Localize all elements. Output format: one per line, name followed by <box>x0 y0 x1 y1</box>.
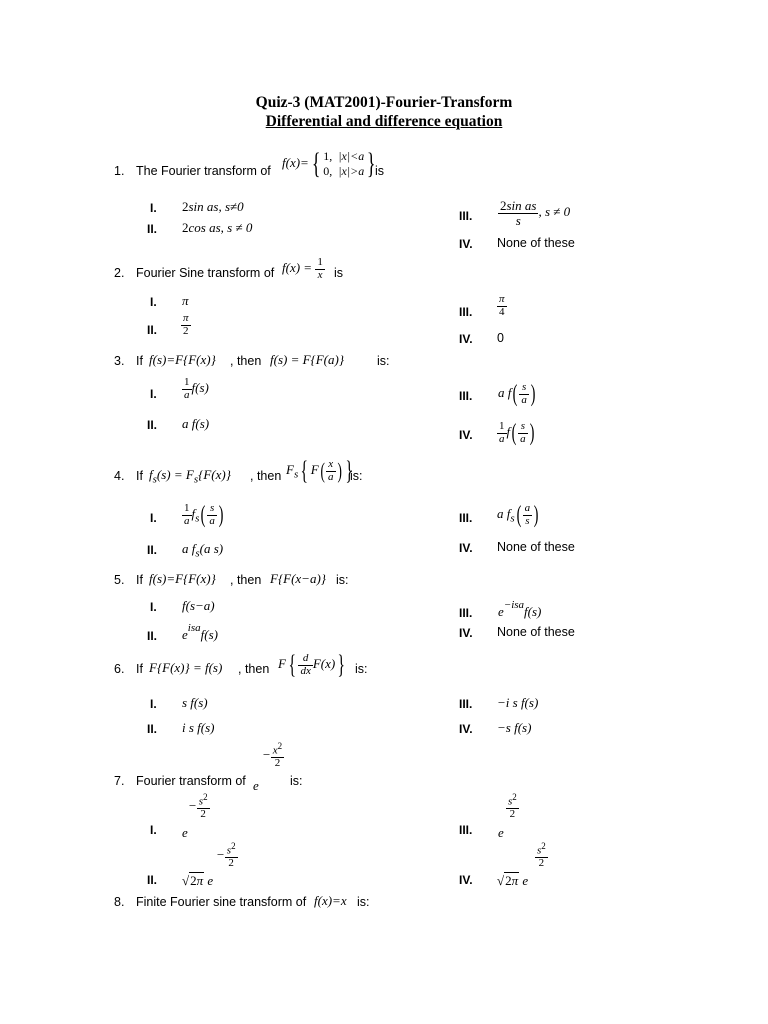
q5-option-2-label: II. <box>147 629 158 643</box>
q5-option-3-math: $e^{-isa}f(s)$ <box>498 599 542 619</box>
q2-option-4-label: IV. <box>459 332 473 346</box>
question-8-text: Finite Fourier sine transform of <box>136 895 307 909</box>
q4-option-4-text: None of these <box>497 540 575 554</box>
question-3-mid: , then <box>230 354 262 368</box>
q1-option-1-label: I. <box>150 201 157 215</box>
question-5-text: If <box>136 573 143 587</box>
q2-option-3-label: III. <box>459 305 473 319</box>
question-1-tail: is <box>375 164 385 178</box>
q4-option-1-math: $\frac{1}{a}$ $f_s$( $\frac{s}{a}$ ) <box>184 501 224 528</box>
q1-option-2-math: 2cos as, s ≠ 0 <box>182 220 253 235</box>
question-5-tail: is: <box>336 573 349 587</box>
q2-option-4-text: 0 <box>497 331 504 345</box>
q7-option-4-label: IV. <box>459 873 473 887</box>
question-1-text: The Fourier transform of <box>136 164 271 178</box>
question-6-text: If <box>136 662 143 676</box>
question-6-mid: , then <box>238 662 270 676</box>
question-5-expression: F{F(x−a)} <box>270 571 326 586</box>
q4-option-3-label: III. <box>459 511 473 525</box>
question-3-expression: f(s) = F{F(a)} <box>270 352 345 367</box>
q5-option-2-math: $e^{isa}f(s)$ <box>182 622 218 642</box>
question-8-function: f(x)=x <box>314 893 347 908</box>
question-8-tail: is: <box>357 895 370 909</box>
q7-option-2-label: II. <box>147 873 158 887</box>
q1-option-2-label: II. <box>147 222 158 236</box>
q6-option-2-math: i s f(s) <box>182 720 215 735</box>
question-8-number: 8. <box>114 895 125 909</box>
question-6-tail: is: <box>355 662 368 676</box>
q5-option-1-label: I. <box>150 600 157 614</box>
q3-option-1-label: I. <box>150 387 157 401</box>
q4-option-1-label: I. <box>150 511 157 525</box>
q2-option-1-math: π <box>182 293 189 308</box>
question-7-function-exponent: − $\frac{x^2}{2}$ <box>262 741 283 770</box>
q6-option-2-label: II. <box>147 722 158 736</box>
question-2-tail: is <box>334 266 344 280</box>
q7-option-1-label: I. <box>150 823 157 837</box>
q3-option-2-label: II. <box>147 418 158 432</box>
question-6-expression: F{ $\frac{d}{dx}$ F(x)} <box>278 650 346 679</box>
q7-option-1-exponent: − $\frac{s^2}{2}$ <box>188 792 208 821</box>
q5-option-3-label: III. <box>459 606 473 620</box>
q3-option-3-math: a f( $\frac{s}{a}$ ) <box>498 380 536 407</box>
q4-option-3-math: a $f_s$( $\frac{a}{s}$ ) <box>497 501 539 528</box>
q4-option-2-label: II. <box>147 543 158 557</box>
q1-option-3-label: III. <box>459 209 473 223</box>
q5-option-4-text: None of these <box>497 625 575 639</box>
quiz-subtitle: Differential and difference equation <box>265 113 503 130</box>
question-4-mid: , then <box>250 469 282 483</box>
q7-option-4-exponent: $\frac{s^2}{2}$ <box>537 841 546 870</box>
question-2-function: f(x) = $\frac{1}{x}$ <box>282 256 323 281</box>
q6-option-4-label: IV. <box>459 722 473 736</box>
question-3-text: If <box>136 354 143 368</box>
q7-option-2-base: √2π e <box>182 873 214 888</box>
q1-option-3-math: $\frac{\text{2sin as}}{s}$ , s ≠ 0 <box>500 198 571 228</box>
q3-option-4-math: $\frac{1}{a}$ f( $\frac{s}{a}$ ) <box>499 419 535 446</box>
q3-option-1-math: $\frac{1}{a}$ f(s) <box>184 376 209 401</box>
question-6-number: 6. <box>114 662 125 676</box>
q5-option-4-label: IV. <box>459 626 473 640</box>
question-2-text: Fourier Sine transform of <box>136 266 275 280</box>
question-4-text: If <box>136 469 143 483</box>
q7-option-3-exponent: $\frac{s^2}{2}$ <box>508 792 517 821</box>
question-7-function-base: e <box>253 778 259 793</box>
q1-option-4-text: None of these <box>497 236 575 250</box>
q6-option-3-label: III. <box>459 697 473 711</box>
question-3-number: 3. <box>114 354 125 368</box>
q4-option-2-math: a $f_s(a$ s) <box>182 541 224 560</box>
question-7-number: 7. <box>114 774 125 788</box>
q2-option-3-math: $\frac{\pi}{4}$ <box>499 293 505 318</box>
question-4-premise: $f_s(s) = F_s\{F(x)\}$ <box>149 467 231 486</box>
question-6-premise: F{F(x)} = f(s) <box>149 660 223 675</box>
question-4-expression: $F_s${ F( $\frac{x}{a}$ ) } <box>286 456 353 485</box>
question-4-tail: is: <box>350 469 363 483</box>
question-3-premise: f(s)=F{F(x)} <box>149 352 216 367</box>
question-1-number: 1. <box>114 164 125 178</box>
q6-option-1-label: I. <box>150 697 157 711</box>
question-4-number: 4. <box>114 469 125 483</box>
q6-option-4-math: −s f(s) <box>497 720 532 735</box>
q2-option-2-math: $\frac{\pi}{2}$ <box>183 312 189 337</box>
q7-option-3-base: e <box>498 825 504 840</box>
q3-option-3-label: III. <box>459 389 473 403</box>
q3-option-4-label: IV. <box>459 428 473 442</box>
question-5-number: 5. <box>114 573 125 587</box>
q7-option-2-exponent: − $\frac{s^2}{2}$ <box>216 841 236 870</box>
question-5-premise: f(s)=F{F(x)} <box>149 571 216 586</box>
question-7-text: Fourier transform of <box>136 774 246 788</box>
quiz-title: Quiz-3 (MAT2001)-Fourier-Transform <box>255 94 513 111</box>
question-3-tail: is: <box>377 354 390 368</box>
q2-option-1-label: I. <box>150 295 157 309</box>
q1-option-4-label: IV. <box>459 237 473 251</box>
q1-option-1-math: 2sin as, s≠0 <box>182 199 244 214</box>
q7-option-3-label: III. <box>459 823 473 837</box>
q7-option-1-base: e <box>182 825 188 840</box>
q3-option-2-math: a f(s) <box>182 416 210 431</box>
q5-option-1-math: f(s−a) <box>182 598 215 613</box>
q6-option-3-math: −i s f(s) <box>497 695 539 710</box>
q2-option-2-label: II. <box>147 323 158 337</box>
q4-option-4-label: IV. <box>459 541 473 555</box>
question-2-number: 2. <box>114 266 125 280</box>
q7-option-4-base: √2π e <box>497 873 529 888</box>
question-1-function: f(x)={ 1, |x|<a 0, |x|>a} <box>282 147 376 180</box>
q6-option-1-math: s f(s) <box>182 695 208 710</box>
question-7-tail: is: <box>290 774 303 788</box>
question-5-mid: , then <box>230 573 262 587</box>
